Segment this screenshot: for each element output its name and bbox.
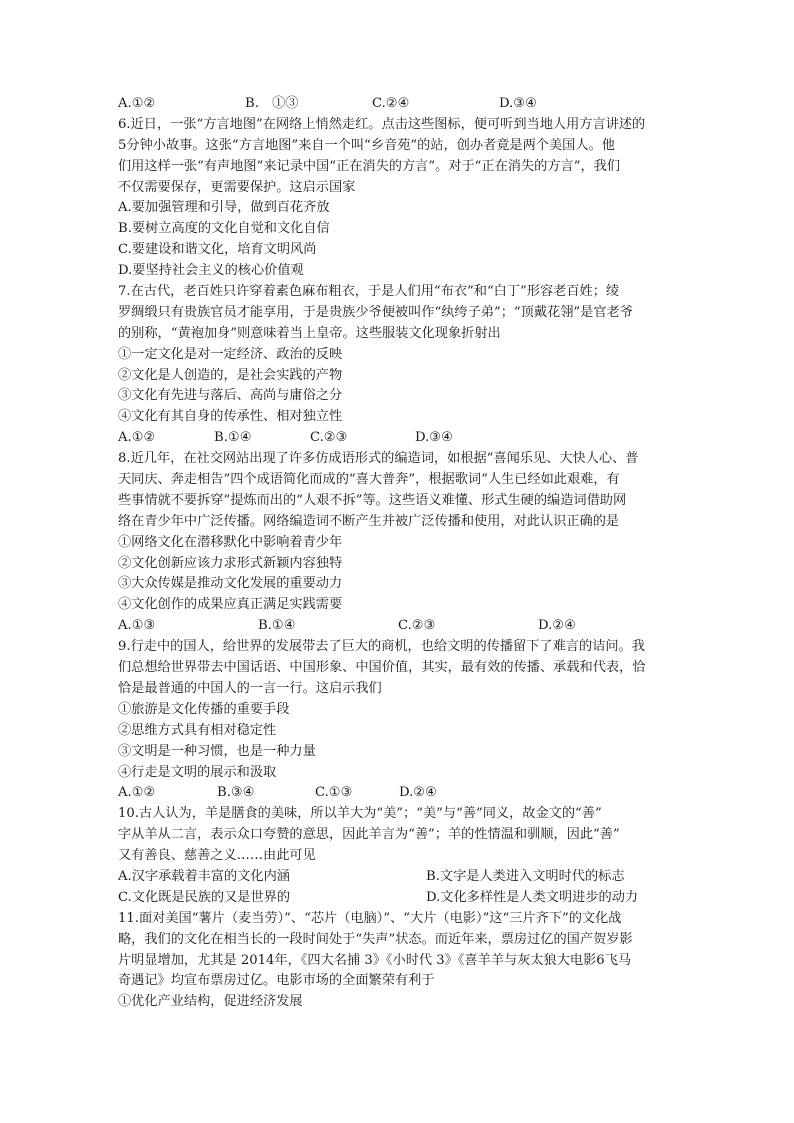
option-c: C.②④ <box>372 96 410 111</box>
question-9 <box>118 637 678 804</box>
option-c: C.②③ <box>310 430 348 446</box>
q8-options <box>118 616 678 637</box>
option-b: B.①④ <box>258 618 296 634</box>
q6-option-d: D.要坚持社会主义的核心价值观 <box>118 263 304 279</box>
option-b: B.①④ <box>214 430 252 446</box>
q6-stem-line: 们用这样一张“有声地图”来记录中国“正在消失的方言”。对于“正在消失的方言”，我们 <box>118 158 621 174</box>
q9-stem-line: 恰是最普通的中国人的一言一行。这启示我们 <box>118 680 382 696</box>
q10-options-row <box>118 888 678 909</box>
question-8 <box>118 449 678 637</box>
q7-stem-line: 7.在古代，老百姓只许穿着素色麻布粗衣，于是人们用“布衣”和“白丁”形容老百姓；绫 <box>118 284 620 300</box>
q9-stem-line: 9.行走中的国人，给世界的发展带去了巨大的商机，也给文明的传播留下了难言的诘问。我 <box>118 639 645 655</box>
q11-item: ①优化产业结构，促进经济发展 <box>118 994 303 1010</box>
q8-stem-line: 些事情就不要拆穿”提炼而出的“人艰不拆”等。这些语义难懂、形式生硬的编造词借助网 <box>118 492 627 508</box>
q10-stem-line: 字从羊从二言，表示众口夸赞的意思，因此羊言为“善”；羊的性情温和驯顺，因此“善” <box>118 827 620 843</box>
q9-options <box>118 783 678 804</box>
exam-page <box>118 94 678 1013</box>
q8-item: ③大众传媒是推动文化发展的重要动力 <box>118 576 343 592</box>
option-a: A.①② <box>118 785 156 801</box>
q6-stem-line: 5分钟小故事。这张“方言地图”来自一个叫“乡音苑”的站，创办者竟是两个美国人。他 <box>118 137 615 153</box>
option-c: C.文化既是民族的又是世界的 <box>118 889 291 905</box>
q8-item: ①网络文化在潜移默化中影响着青少年 <box>118 534 343 550</box>
option-b: B. ①③ <box>245 96 299 111</box>
option-a: A.①② <box>118 96 156 111</box>
q11-stem-line: 片明显增加，尤其是 2014年，《四大名捕 3》《小时代 3》《喜羊羊与灰太狼大电影6飞马 <box>118 952 632 968</box>
q7-item: ④文化有其自身的传承性、相对独立性 <box>118 409 343 425</box>
q6-option-c: C.要建设和谐文化，培育文明风尚 <box>118 242 317 258</box>
q11-stem-line: 11.面对美国“薯片（麦当劳）”、“芯片（电脑）”、“大片（电影）”这“三片齐下”的文化战 <box>118 910 622 926</box>
q8-stem-line: 络在青少年中广泛传播。网络编造词不断产生并被广泛传播和使用，对此认识正确的是 <box>118 513 620 529</box>
q7-options <box>118 428 678 449</box>
q9-item: ②思维方式具有相对稳定性 <box>118 722 277 738</box>
q11-stem-line: 略，我们的文化在相当长的一段时间处于“失声”状态。而近年来，票房过亿的国产贺岁影 <box>118 931 633 947</box>
q10-options-row <box>118 867 678 888</box>
option-a: A.①② <box>118 430 156 446</box>
q10-stem-line: 又有善良、慈善之义……由此可见 <box>118 848 316 864</box>
q8-item: ②文化创新应该力求形式新颖内容独特 <box>118 555 343 571</box>
option-a: A.汉字承载着丰富的文化内涵 <box>118 868 290 884</box>
option-a: A.①③ <box>118 618 156 634</box>
option-d: D.③④ <box>415 430 453 446</box>
q8-item: ④文化创作的成果应真正满足实践需要 <box>118 597 343 613</box>
q9-item: ①旅游是文化传播的重要手段 <box>118 701 290 717</box>
q8-stem-line: 天同庆、奔走相告”四个成语简化而成的“喜大普奔”，根据歌词“人生已经如此艰难，有 <box>118 472 620 488</box>
q9-stem-line: 们总想给世界带去中国话语、中国形象、中国价值，其实，最有效的传播、承载和代表，恰 <box>118 660 646 676</box>
q7-stem-line: 的别称，“黄袍加身”则意味着当上皇帝。这些服装文化现象折射出 <box>118 325 501 341</box>
q6-option-b: B.要树立高度的文化自觉和文化自信 <box>118 221 330 237</box>
option-b: B.文字是人类进入文明时代的标志 <box>426 868 625 884</box>
q6-stem-line: 不仅需要保存，更需要保护。这启示国家 <box>118 179 356 195</box>
q6-option-a: A.要加强管理和引导，做到百花齐放 <box>118 200 330 216</box>
question-11 <box>118 909 678 1013</box>
question-10 <box>118 804 678 908</box>
question-7 <box>118 282 678 449</box>
option-c: C.②③ <box>398 618 436 634</box>
option-d: D.②④ <box>538 618 576 634</box>
q7-item: ③文化有先进与落后、高尚与庸俗之分 <box>118 388 343 404</box>
q11-stem-line: 奇遇记》均宣布票房过亿。电影市场的全面繁荣有利于 <box>118 973 435 989</box>
q8-stem-line: 8.近几年，在社交网站出现了许多仿成语形式的编造词，如根据“喜闻乐见、大快人心、普 <box>118 451 639 467</box>
q7-item: ①一定文化是对一定经济、政治的反映 <box>118 346 343 362</box>
q6-stem-line: 6.近日，一张“方言地图”在网络上悄然走红。点击这些图标，便可听到当地人用方言讲述的 <box>118 116 646 132</box>
option-d: D.③④ <box>499 96 537 111</box>
q5-options <box>118 94 678 115</box>
option-d: D.文化多样性是人类文明进步的动力 <box>426 889 639 905</box>
question-6 <box>118 115 678 282</box>
q10-stem-line: 10.古人认为，羊是膳食的美味，所以羊大为“美”；“美”与“善”同义，故金文的“善” <box>118 806 602 822</box>
option-b: B.③④ <box>217 785 255 801</box>
option-d: D.②④ <box>399 785 437 801</box>
option-c: C.①③ <box>315 785 353 801</box>
q7-stem-line: 罗绸缎只有贵族官员才能享用，于是贵族少爷便被叫作“纨绔子弟”；“顶戴花翎”是官老爷 <box>118 304 633 320</box>
q7-item: ②文化是人创造的，是社会实践的产物 <box>118 367 343 383</box>
q9-item: ④行走是文明的展示和汲取 <box>118 764 277 780</box>
q9-item: ③文明是一种习惯，也是一种力量 <box>118 743 316 759</box>
